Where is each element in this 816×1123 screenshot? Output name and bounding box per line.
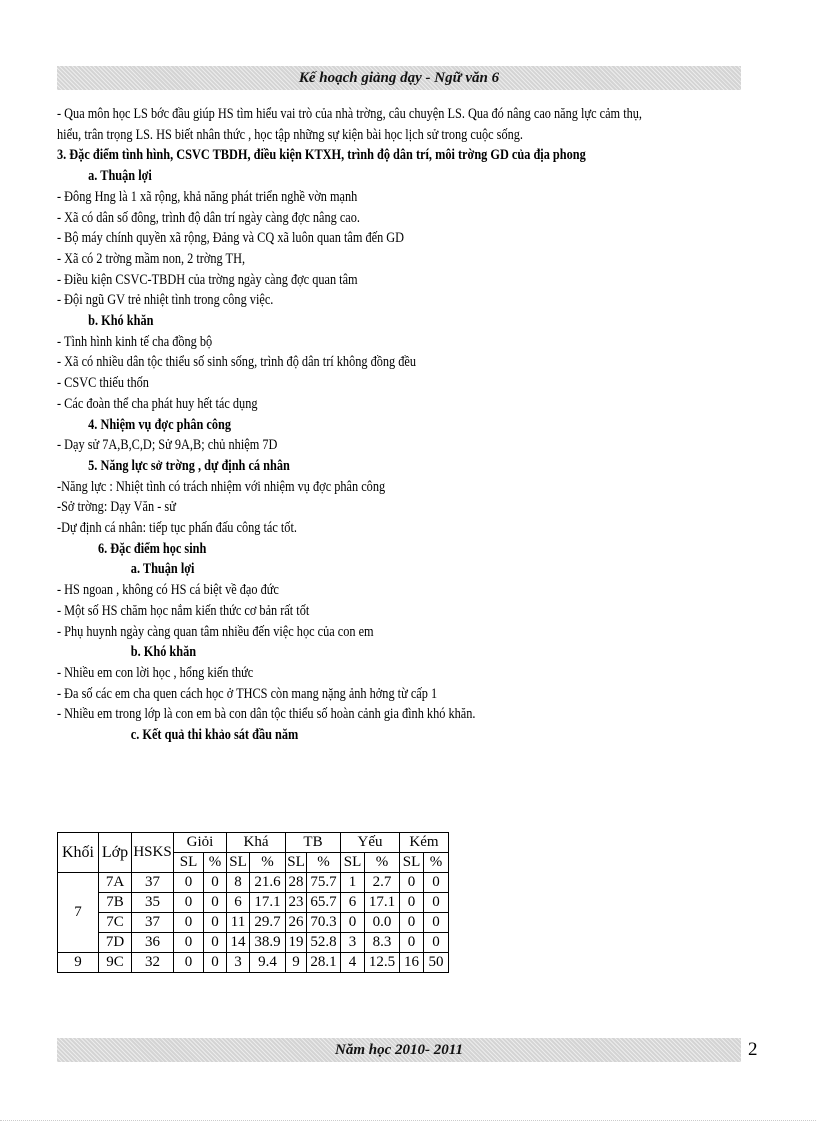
table-cell: 2.7 bbox=[365, 873, 400, 893]
table-cell: 7A bbox=[99, 873, 132, 893]
page-footer: Năm học 2010- 2011 bbox=[57, 1038, 741, 1062]
page-number: 2 bbox=[748, 1039, 758, 1060]
table-cell: 9.4 bbox=[250, 953, 286, 973]
table-cell: 0 bbox=[400, 893, 424, 913]
text-line: - Xã có nhiều dân tộc thiểu số sinh sống, trình độ dân trí không đồng đều bbox=[57, 354, 417, 371]
table-cell: 17.1 bbox=[250, 893, 286, 913]
header-hsks: HSKS bbox=[132, 833, 174, 873]
page-edge-divider bbox=[0, 1120, 816, 1121]
table-cell: 11 bbox=[227, 913, 250, 933]
table-row bbox=[58, 933, 449, 953]
header-sl: SL bbox=[341, 853, 365, 873]
table-cell: 26 bbox=[286, 913, 307, 933]
header-percent: % bbox=[204, 853, 227, 873]
header-percent: % bbox=[307, 853, 341, 873]
table-header-row bbox=[58, 833, 449, 853]
text-line: - Xã có 2 trờng mầm non, 2 trờng TH, bbox=[57, 250, 246, 267]
table-cell: 65.7 bbox=[307, 893, 341, 913]
table-cell: 0 bbox=[400, 873, 424, 893]
table-cell: 4 bbox=[341, 953, 365, 973]
table-cell: 29.7 bbox=[250, 913, 286, 933]
header-sl: SL bbox=[174, 853, 204, 873]
section-heading: 4. Nhiệm vụ đợc phân công bbox=[88, 416, 231, 433]
table-cell: 8 bbox=[227, 873, 250, 893]
table-cell: 37 bbox=[132, 873, 174, 893]
text-line: - Đội ngũ GV trẻ nhiệt tình trong công việc. bbox=[57, 292, 274, 309]
header-percent: % bbox=[424, 853, 449, 873]
text-line: - Tình hình kinh tế cha đồng bộ bbox=[57, 333, 213, 350]
text-line: - Bộ máy chính quyền xã rộng, Đảng và CQ xã luôn quan tâm đến GD bbox=[57, 230, 405, 247]
header-percent: % bbox=[250, 853, 286, 873]
survey-results-table bbox=[57, 832, 449, 973]
text-line: - Phụ huynh ngày càng quan tâm nhiều đến việc học của con em bbox=[57, 623, 374, 640]
page-header: Kế hoạch giảng dạy - Ngữ văn 6 bbox=[57, 66, 741, 90]
section-heading: 6. Đặc điểm học sinh bbox=[98, 540, 207, 557]
table-cell: 0 bbox=[400, 933, 424, 953]
text-line: - Nhiều em con lời học , hổng kiến thức bbox=[57, 664, 254, 681]
table-cell: 0 bbox=[400, 913, 424, 933]
text-line: - Một số HS chăm học nắm kiến thức cơ bản rất tốt bbox=[57, 602, 310, 619]
table-cell: 0 bbox=[204, 913, 227, 933]
text-line: - HS ngoan , không có HS cá biệt về đạo đức bbox=[57, 582, 279, 599]
section-heading: 3. Đặc điểm tình hình, CSVC TBDH, điều kiện KTXH, trình độ dân trí, môi trờng GD của địa phong bbox=[57, 147, 586, 164]
table-cell: 28 bbox=[286, 873, 307, 893]
text-line: hiểu, trân trọng LS. HS biết nhân thức , học tập những sự kiện bài học lịch sử trong cuộc sống. bbox=[57, 126, 523, 143]
table-cell: 9C bbox=[99, 953, 132, 973]
table-cell: 32 bbox=[132, 953, 174, 973]
table-cell: 7C bbox=[99, 913, 132, 933]
header-khoi: Khối bbox=[58, 833, 99, 873]
table-cell: 19 bbox=[286, 933, 307, 953]
header-kha: Khá bbox=[227, 833, 286, 853]
table-cell: 21.6 bbox=[250, 873, 286, 893]
text-line: - Điều kiện CSVC-TBDH của trờng ngày càng đợc quan tâm bbox=[57, 271, 358, 288]
table-cell: 38.9 bbox=[250, 933, 286, 953]
subsection-heading: b. Khó khăn bbox=[130, 644, 197, 661]
text-line: -Năng lực : Nhiệt tình có trách nhiệm với nhiệm vụ đợc phân công bbox=[57, 478, 386, 495]
table-row bbox=[58, 893, 449, 913]
table-cell: 0 bbox=[424, 913, 449, 933]
text-line: - Đông Hng là 1 xã rộng, khả năng phát triển nghề vờn mạnh bbox=[57, 188, 358, 205]
table-cell: 0.0 bbox=[365, 913, 400, 933]
table-cell: 12.5 bbox=[365, 953, 400, 973]
header-sl: SL bbox=[227, 853, 250, 873]
header-tb: TB bbox=[286, 833, 341, 853]
text-line: - CSVC thiếu thốn bbox=[57, 375, 149, 392]
table-cell: 70.3 bbox=[307, 913, 341, 933]
text-line: - Các đoàn thể cha phát huy hết tác dụng bbox=[57, 395, 258, 412]
section-heading: 5. Năng lực sở trờng , dự định cá nhân bbox=[88, 457, 290, 474]
table-cell: 7B bbox=[99, 893, 132, 913]
text-line: - Đa số các em cha quen cách học ở THCS còn mang nặng ảnh hởng từ cấp 1 bbox=[57, 685, 438, 702]
table-cell: 3 bbox=[341, 933, 365, 953]
header-sl: SL bbox=[286, 853, 307, 873]
table-cell: 7D bbox=[99, 933, 132, 953]
table-cell: 0 bbox=[204, 933, 227, 953]
cell-khoi-7: 7 bbox=[58, 873, 99, 953]
table-cell: 3 bbox=[227, 953, 250, 973]
table-cell: 0 bbox=[174, 933, 204, 953]
text-line: -Dự định cá nhân: tiếp tục phấn đấu công tác tốt. bbox=[57, 520, 297, 537]
table-cell: 0 bbox=[174, 893, 204, 913]
table-row bbox=[58, 873, 449, 893]
table-cell: 17.1 bbox=[365, 893, 400, 913]
table-cell: 16 bbox=[400, 953, 424, 973]
text-line: - Qua môn học LS bớc đầu giúp HS tìm hiểu vai trò của nhà trờng, câu chuyện LS. Qua đó nâng cao năng lực cảm thụ, bbox=[57, 106, 642, 122]
header-percent: % bbox=[365, 853, 400, 873]
table-row bbox=[58, 913, 449, 933]
table-cell: 0 bbox=[204, 893, 227, 913]
header-gioi: Giỏi bbox=[174, 833, 227, 853]
table-cell: 52.8 bbox=[307, 933, 341, 953]
text-line: - Xã có dân số đông, trình độ dân trí ngày càng đợc nâng cao. bbox=[57, 209, 360, 226]
table-cell: 0 bbox=[174, 873, 204, 893]
table-cell: 0 bbox=[424, 893, 449, 913]
table-cell: 0 bbox=[341, 913, 365, 933]
header-lop: Lớp bbox=[99, 833, 132, 873]
header-yeu: Yếu bbox=[341, 833, 400, 853]
table-cell: 9 bbox=[286, 953, 307, 973]
text-line: -Sở trờng: Dạy Văn - sử bbox=[57, 499, 176, 516]
table-cell: 23 bbox=[286, 893, 307, 913]
table-cell: 0 bbox=[174, 913, 204, 933]
table-cell: 50 bbox=[424, 953, 449, 973]
table-cell: 0 bbox=[204, 953, 227, 973]
header-kem: Kém bbox=[400, 833, 449, 853]
table-cell: 8.3 bbox=[365, 933, 400, 953]
table-cell: 0 bbox=[424, 933, 449, 953]
subsection-heading: a. Thuận lợi bbox=[88, 168, 152, 185]
table-cell: 14 bbox=[227, 933, 250, 953]
header-sl: SL bbox=[400, 853, 424, 873]
table-cell: 0 bbox=[204, 873, 227, 893]
table-cell: 36 bbox=[132, 933, 174, 953]
text-line: - Dạy sử 7A,B,C,D; Sử 9A,B; chủ nhiệm 7D bbox=[57, 437, 278, 454]
table-cell: 6 bbox=[341, 893, 365, 913]
text-line: - Nhiều em trong lớp là con em bà con dân tộc thiểu số hoàn cảnh gia đình khó khăn. bbox=[57, 706, 476, 723]
table-cell: 28.1 bbox=[307, 953, 341, 973]
table-cell: 0 bbox=[424, 873, 449, 893]
table-cell: 0 bbox=[174, 953, 204, 973]
table-cell: 6 bbox=[227, 893, 250, 913]
subsection-heading: c. Kết quả thi khảo sát đầu năm bbox=[130, 727, 299, 744]
subsection-heading: b. Khó khăn bbox=[88, 313, 154, 330]
subsection-heading: a. Thuận lợi bbox=[130, 561, 195, 578]
table-cell: 75.7 bbox=[307, 873, 341, 893]
table-cell: 1 bbox=[341, 873, 365, 893]
body-text bbox=[57, 104, 642, 746]
table-row bbox=[58, 953, 449, 973]
table-cell: 35 bbox=[132, 893, 174, 913]
table-cell: 37 bbox=[132, 913, 174, 933]
table-cell: 9 bbox=[58, 953, 99, 973]
